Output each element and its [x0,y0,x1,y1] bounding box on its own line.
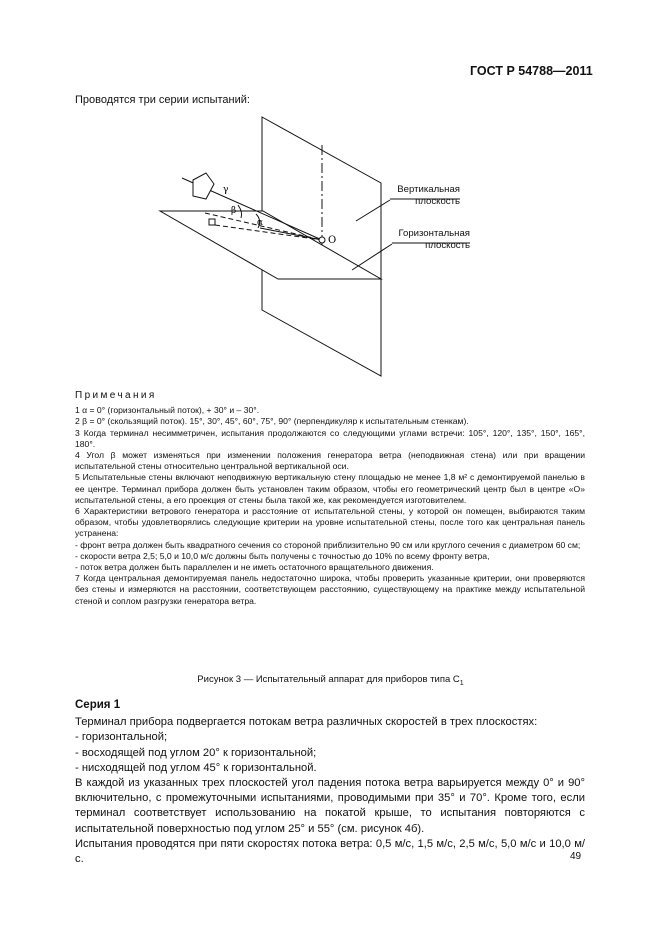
wind-generator-nozzle [193,173,214,199]
intro-text: Проводятся три серии испытаний: [75,94,250,106]
test-apparatus-figure [0,0,661,400]
series-section [75,698,585,867]
symbol-o: O [328,235,337,246]
series-paragraph: В каждой из указанных трех плоскостей угол падения потока ветра варьируется между 0° и 90° включительно, с промежуточными испытаниями, проводимыми при 35° и 70°. Кроме того, если терминал соответствует использованию на покатой крыше, то испытания повторяются с испытательной поверхностью под углом 25° и 55° (см. рисунок 4б). [75,777,585,835]
series-list-item: - восходящей под углом 20° к горизонтальной; [75,746,317,759]
series-paragraph: Терминал прибора подвергается потокам ветра различных скоростей в трех плоскостях: [75,716,538,729]
caption-subscript: 1 [459,679,464,687]
note-item: 1 α = 0° (горизонтальный поток), + 30° и – 30°. [75,405,260,416]
horizontal-plane [160,211,381,279]
page-number: 49 [570,851,582,862]
note-item: 4 Угол β может изменяться при изменении положения генератора ветра (неподвижная стена) или при вращении испытательной стены относительно центральной вертикальной оси. [75,450,585,472]
symbol-alpha: α [257,218,264,228]
horizontal-plane-label-line1: Горизонтальная [398,228,470,239]
horizontal-plane-label-line2: плоскость [425,240,470,251]
note-item: - скорости ветра 2,5; 5,0 и 10,0 м/с должны быть получены с точностью до 10% по всему фронту ветра, [75,550,490,561]
symbol-gamma: γ [223,185,229,195]
note-item: 6 Характеристики ветрового генератора и расстояние от испытательной стены, у которой он помещен, выбираются таким образом, чтобы удовлетворялись следующие критерии на уровне испытательной стены, после того как центральная панель устранена: [75,506,585,539]
note-item: - поток ветра должен быть параллелен и не иметь остаточного вращательного движения. [75,562,434,573]
symbol-beta: β [231,206,237,216]
center-point-o [319,237,325,243]
note-item: 2 β = 0° (скользящий поток). 15°, 30°, 45°, 60°, 75°, 90° (перпендикуляр к испытательным стенкам). [75,416,469,427]
series-list-item: - нисходящей под углом 45° к горизонтальной. [75,761,317,774]
document-header: ГОСТ Р 54788—2011 [470,64,593,78]
horizontal-plane-label [380,228,470,252]
vertical-plane-label-line2: плоскость [415,196,460,207]
figure-notes [75,390,585,607]
note-item: 7 Когда центральная демонтируемая панель недостаточно широка, чтобы проверить указанные критерии, они проверяются без стены и измеряются на расстоянии, соответствующем расстоянию, существующему на практике между испытательной стеной и соплом разгрузки генератора ветра. [75,573,585,606]
series-paragraph: Испытания проводятся при пяти скоростях потока ветра: 0,5 м/с, 1,5 м/с, 2,5 м/с, 5,0 м/с и 10,0 м/с. [75,837,585,866]
notes-title: Примечания [75,390,157,401]
note-item: - фронт ветра должен быть квадратного сечения со стороной приблизительно 90 см или круглого сечения с диаметром 60 см; [75,539,581,550]
series-list-item: - горизонтальной; [75,731,168,744]
note-item: 5 Испытательные стены включают неподвижную вертикальную стену площадью не менее 1,8 м² с демонтируемой панелью в ее центре. Терминал прибора должен быть установлен таким образом, чтобы его геометрический центр был в центре «О» испытательной стены, а его проекция от стены была такой же, как рекомендуется изготовителем. [75,472,585,505]
figure-caption [0,674,661,687]
caption-text: Рисунок 3 — Испытательный аппарат для приборов типа С [197,674,460,685]
series-title: Серия 1 [75,699,121,711]
vertical-plane-label [380,184,460,208]
vertical-plane-label-line1: Вертикальная [397,184,460,195]
note-item: 3 Когда терминал несимметричен, испытания продолжаются со следующими углами встречи: 105°, 120°, 135°, 150°, 165°, 180°. [75,427,585,449]
